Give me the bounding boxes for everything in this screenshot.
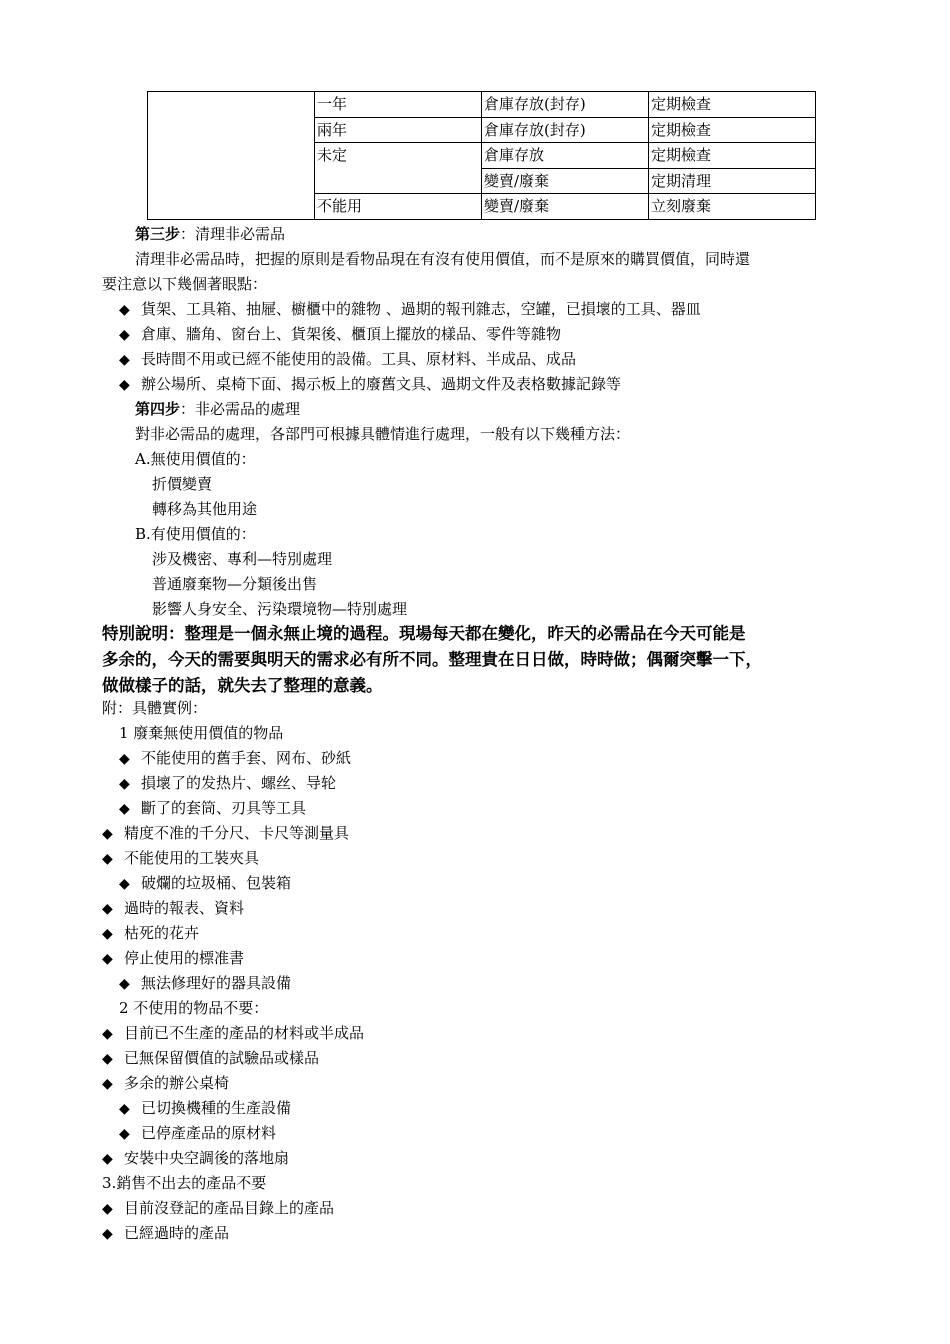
group-b-label: B.有使用價值的： — [135, 525, 256, 543]
step4-title: ：非必需品的處理 — [180, 400, 301, 418]
list-item — [119, 1121, 276, 1145]
list-item — [119, 796, 306, 820]
table-cell-action: 立刻廢棄 — [649, 194, 816, 220]
diamond-bullet-icon: ◆ — [119, 1101, 130, 1117]
list-item — [119, 297, 701, 321]
diamond-bullet-icon: ◆ — [102, 951, 113, 967]
table-cell-method: 倉庫存放(封存) — [482, 117, 649, 143]
diamond-bullet-icon: ◆ — [119, 352, 130, 368]
list-item — [102, 1071, 229, 1095]
list-item — [119, 372, 621, 396]
list-item-text: 無法修理好的器具設備 — [141, 974, 292, 992]
list-item-text: 停止使用的標准書 — [124, 949, 245, 967]
diamond-bullet-icon: ◆ — [119, 751, 130, 767]
diamond-bullet-icon: ◆ — [119, 1126, 130, 1142]
list-item-text: 目前已不生產的產品的材料或半成品 — [124, 1024, 365, 1042]
list-item: 轉移為其他用途 — [152, 500, 258, 518]
list-item — [102, 846, 259, 870]
special-note-line3: 做做樣子的話，就失去了整理的意義。 — [102, 676, 383, 695]
diamond-bullet-icon: ◆ — [102, 851, 113, 867]
list-item-text: 貨架、工具箱、抽屜、櫥櫃中的雜物 、過期的報刊雜志，空罐，已損壞的工具、器皿 — [141, 300, 701, 318]
list-item — [102, 821, 349, 845]
table-cell-action: 定期檢查 — [649, 92, 816, 118]
diamond-bullet-icon: ◆ — [102, 1226, 113, 1242]
diamond-bullet-icon: ◆ — [102, 901, 113, 917]
diamond-bullet-icon: ◆ — [102, 926, 113, 942]
list-item: 折價變賣 — [152, 475, 213, 493]
step4-label: 第四步 — [135, 400, 181, 418]
diamond-bullet-icon: ◆ — [119, 776, 130, 792]
step4-heading — [135, 397, 300, 421]
appendix-title: 附：具體實例： — [102, 699, 208, 717]
list-item — [119, 771, 336, 795]
list-item — [102, 921, 199, 945]
section2-heading: 2 不使用的物品不要： — [119, 999, 269, 1017]
list-item-text: 枯死的花卉 — [124, 924, 200, 942]
list-item-text: 不能使用的工裝夾具 — [124, 849, 260, 867]
list-item-text: 損壞了的发热片、螺丝、导轮 — [141, 774, 337, 792]
diamond-bullet-icon: ◆ — [119, 377, 130, 393]
table-cell-action: 定期檢查 — [649, 117, 816, 143]
diamond-bullet-icon: ◆ — [119, 976, 130, 992]
group-a-label: A.無使用價值的： — [135, 450, 256, 468]
list-item — [102, 946, 244, 970]
section1-heading: 1 廢棄無使用價值的物品 — [119, 724, 284, 742]
list-item — [102, 896, 244, 920]
step3-paragraph-line1: 清理非必需品時，把握的原則是看物品現在有沒有使用價值，而不是原來的購買價值，同時還 — [135, 250, 751, 268]
storage-table — [147, 91, 816, 220]
list-item-text: 倉庫、牆角、窗台上、貨架後、櫃頂上擺放的樣品、零件等雜物 — [141, 325, 562, 343]
list-item — [119, 347, 576, 371]
step3-paragraph-line2: 要注意以下幾個著眼點： — [102, 275, 268, 293]
list-item-text: 不能使用的舊手套、网布、砂紙 — [141, 749, 352, 767]
step3-title: ：清理非必需品 — [180, 225, 286, 243]
table-cell-method: 倉庫存放(封存) — [482, 92, 649, 118]
list-item: 涉及機密、專利—特別處理 — [152, 550, 333, 568]
diamond-bullet-icon: ◆ — [119, 876, 130, 892]
list-item-text: 已切換機種的生產設備 — [141, 1099, 292, 1117]
table-cell-method: 倉庫存放 — [482, 143, 649, 169]
diamond-bullet-icon: ◆ — [102, 1151, 113, 1167]
list-item-text: 過時的報表、資料 — [124, 899, 245, 917]
table-cell-period: 不能用 — [315, 194, 482, 220]
list-item-text: 已無保留價值的試驗品或樣品 — [124, 1049, 320, 1067]
table-cell-method: 變賣/廢棄 — [482, 194, 649, 220]
step3-heading — [135, 222, 285, 246]
special-note-line1: 特別說明：整理是一個永無止境的過程。現場每天都在變化，昨天的必需品在今天可能是 — [102, 624, 746, 643]
list-item-text: 斷了的套筒、刃具等工具 — [141, 799, 307, 817]
list-item-text: 目前沒登記的產品目錄上的產品 — [124, 1199, 335, 1217]
list-item — [102, 1146, 289, 1170]
step3-label: 第三步 — [135, 225, 181, 243]
list-item — [119, 1096, 291, 1120]
list-item — [102, 1046, 319, 1070]
table-cell-period: 未定 — [315, 143, 482, 194]
table-cell-blank — [148, 92, 315, 220]
list-item — [119, 971, 291, 995]
table-cell-period: 一年 — [315, 92, 482, 118]
table-cell-action: 定期清理 — [649, 168, 816, 194]
diamond-bullet-icon: ◆ — [119, 302, 130, 318]
list-item-text: 長時間不用或已經不能使用的設備。工具、原材料、半成品、成品 — [141, 350, 577, 368]
list-item — [119, 322, 561, 346]
list-item-text: 辦公場所、桌椅下面、揭示板上的廢舊文具、過期文件及表格數據記錄等 — [141, 375, 622, 393]
list-item: 普通廢棄物—分類後出售 — [152, 575, 318, 593]
list-item-text: 已經過時的產品 — [124, 1224, 230, 1242]
diamond-bullet-icon: ◆ — [119, 801, 130, 817]
step4-intro: 對非必需品的處理，各部門可根據具體情進行處理，一般有以下幾種方法： — [135, 425, 631, 443]
list-item-text: 已停產產品的原材料 — [141, 1124, 277, 1142]
list-item-text: 安裝中央空調後的落地扇 — [124, 1149, 290, 1167]
list-item-text: 精度不准的千分尺、卡尺等測量具 — [124, 824, 350, 842]
list-item — [102, 1196, 334, 1220]
table-cell-period: 兩年 — [315, 117, 482, 143]
table-cell-method: 變賣/廢棄 — [482, 168, 649, 194]
list-item — [119, 746, 351, 770]
list-item-text: 多余的辦公桌椅 — [124, 1074, 230, 1092]
diamond-bullet-icon: ◆ — [102, 1026, 113, 1042]
list-item — [102, 1021, 364, 1045]
table-row — [148, 92, 816, 118]
list-item: 影響人身安全、污染環境物—特別處理 — [152, 600, 408, 618]
special-note-line2: 多余的，今天的需要與明天的需求必有所不同。整理貴在日日做，時時做；偶爾突擊一下， — [102, 650, 762, 669]
list-item — [119, 871, 291, 895]
list-item — [102, 1221, 229, 1245]
list-item-text: 破爛的垃圾桶、包裝箱 — [141, 874, 292, 892]
diamond-bullet-icon: ◆ — [102, 1051, 113, 1067]
table-cell-action: 定期檢查 — [649, 143, 816, 169]
diamond-bullet-icon: ◆ — [102, 826, 113, 842]
diamond-bullet-icon: ◆ — [102, 1201, 113, 1217]
diamond-bullet-icon: ◆ — [102, 1076, 113, 1092]
diamond-bullet-icon: ◆ — [119, 327, 130, 343]
section3-heading: 3.銷售不出去的產品不要 — [102, 1174, 267, 1192]
